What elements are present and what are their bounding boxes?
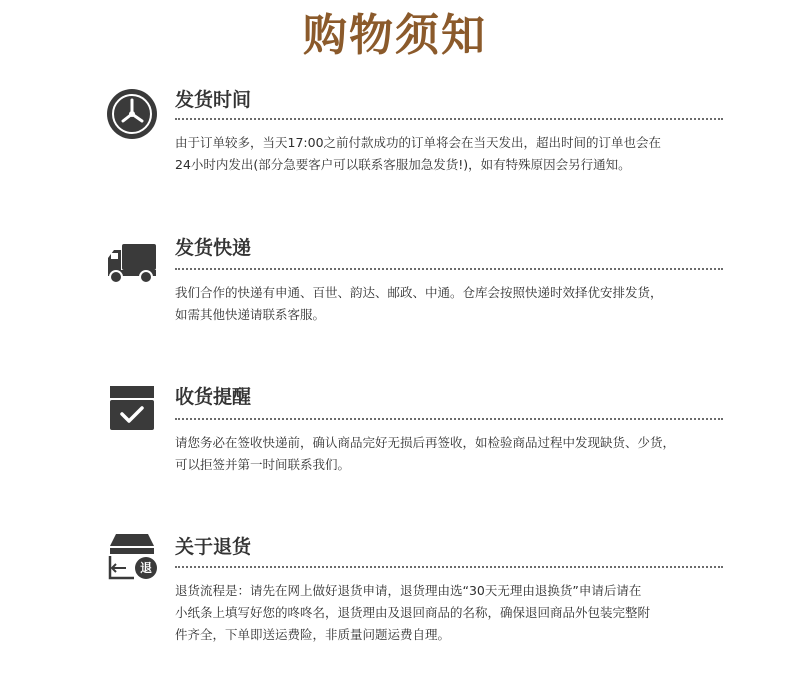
- page-title: 购物须知: [303, 10, 487, 61]
- body-line: 如需其他快递请联系客服。: [175, 307, 326, 322]
- box-check-icon: [106, 382, 158, 434]
- section-body: [175, 580, 735, 646]
- body-line: 我们合作的快递有申通、百世、韵达、邮政、中通。仓库会按照快递时效择优安排发货，: [175, 285, 663, 300]
- dotted-divider: [175, 418, 723, 420]
- body-line: 由于订单较多，当天17:00之前付款成功的订单将会在当天发出，超出时间的订单也会在: [175, 135, 662, 150]
- dotted-divider: [175, 268, 723, 270]
- section-heading: 发货快递: [175, 237, 252, 259]
- body-line: 件齐全，下单即送运费险，非质量问题运费自理。: [175, 627, 451, 642]
- section-heading: 关于退货: [175, 536, 252, 558]
- dotted-divider: [175, 118, 723, 120]
- section-heading: 收货提醒: [175, 386, 252, 408]
- section-body: [175, 282, 735, 326]
- body-line: 退货流程是：请先在网上做好退货申请，退货理由选“30天无理由退换货”申请后请在: [175, 583, 642, 598]
- section-body: [175, 432, 735, 476]
- clock-icon: [106, 88, 158, 140]
- section-body: [175, 132, 735, 176]
- body-line: 可以拒签并第一时间联系我们。: [175, 457, 351, 472]
- dotted-divider: [175, 566, 723, 568]
- return-icon: [106, 530, 158, 582]
- body-line: 小纸条上填写好您的咚咚名，退货理由及退回商品的名称，确保退回商品外包装完整附: [175, 605, 651, 620]
- section-heading: 发货时间: [175, 89, 252, 111]
- truck-icon: [106, 236, 158, 288]
- return-badge-label: 退: [139, 561, 152, 575]
- body-line: 24小时内发出(部分急要客户可以联系客服加急发货!)，如有特殊原因会另行通知。: [175, 157, 631, 172]
- body-line: 请您务必在签收快递前，确认商品完好无损后再签收，如检验商品过程中发现缺货、少货，: [175, 435, 676, 450]
